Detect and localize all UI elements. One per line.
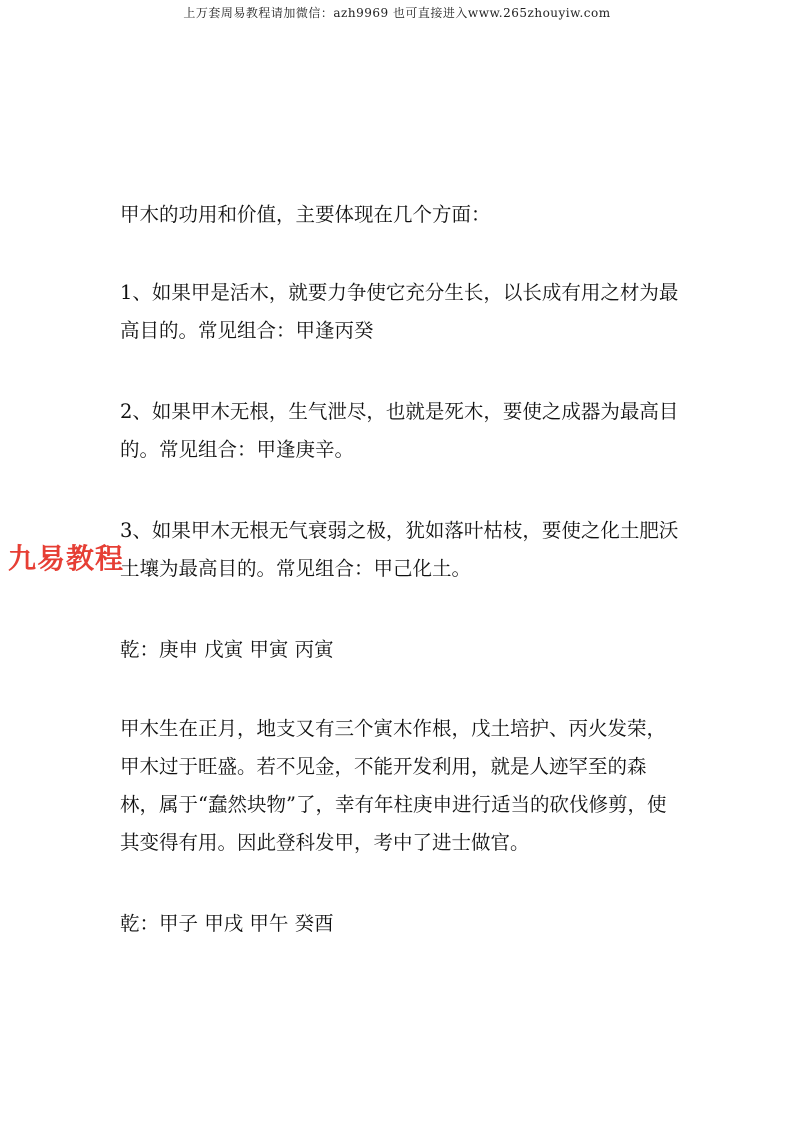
page-header: 上万套周易教程请加微信：azh9969 也可直接进入www.265zhouyiw.com bbox=[183, 6, 611, 20]
watermark-logo: 九易教程 bbox=[8, 542, 125, 575]
point-2-paragraph: 2、如果甲木无根，生气泄尽，也就是死木，要使之成器为最高目的。常见组合：甲逢庚辛。 bbox=[120, 400, 679, 461]
intro-paragraph: 甲木的功用和价值，主要体现在几个方面： bbox=[120, 203, 491, 226]
analysis-paragraph: 甲木生在正月，地支又有三个寅木作根，戊土培护、丙火发荣，甲木过于旺盛。若不见金，不能开发利用，就是人迹罕至的森林，属于“蠢然块物”了，幸有年柱庚申进行适当的砍伐修剪，使其变得有用。因此登科发甲，考中了进士做官。 bbox=[120, 717, 667, 854]
bazi-chart-1: 乾：庚申 戊寅 甲寅 丙寅 bbox=[120, 638, 334, 661]
point-1-paragraph: 1、如果甲是活木，就要力争使它充分生长，以长成有用之材为最高目的。常见组合：甲逢丙癸 bbox=[120, 281, 679, 342]
point-3-paragraph: 3、如果甲木无根无气衰弱之极，犹如落叶枯枝，要使之化土肥沃土壤为最高目的。常见组合：甲己化土。 bbox=[120, 519, 679, 580]
bazi-chart-2: 乾：甲子 甲戌 甲午 癸酉 bbox=[120, 912, 334, 935]
document-body bbox=[120, 196, 680, 943]
